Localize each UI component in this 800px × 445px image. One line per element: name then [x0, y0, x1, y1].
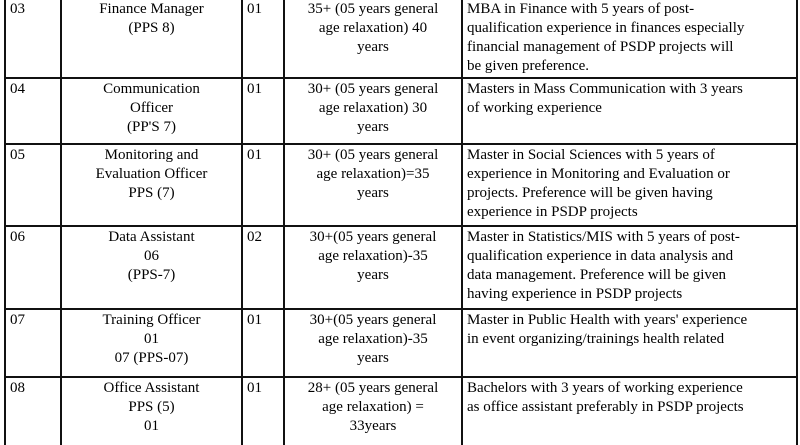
post-count: 01	[242, 377, 284, 445]
qualification: MBA in Finance with 5 years of post- qualification experience in finances especially financial management of PSDP projects will be given preference.	[462, 0, 797, 78]
table-row	[5, 78, 797, 144]
post-title: Data Assistant 06 (PPS-7)	[61, 226, 242, 309]
serial-number: 06	[5, 226, 61, 309]
post-title: Finance Manager (PPS 8)	[61, 0, 242, 78]
table-row	[5, 226, 797, 309]
post-title: Communication Officer (PP'S 7)	[61, 78, 242, 144]
post-count: 01	[242, 309, 284, 377]
vacancy-table	[4, 0, 798, 445]
serial-number: 03	[5, 0, 61, 78]
age-limit: 30+ (05 years general age relaxation)=35 years	[284, 144, 462, 226]
table-row	[5, 144, 797, 226]
post-title: Monitoring and Evaluation Officer PPS (7)	[61, 144, 242, 226]
age-limit: 35+ (05 years general age relaxation) 40 years	[284, 0, 462, 78]
serial-number: 04	[5, 78, 61, 144]
qualification: Bachelors with 3 years of working experience as office assistant preferably in PSDP projects	[462, 377, 797, 445]
post-count: 01	[242, 144, 284, 226]
post-count: 01	[242, 78, 284, 144]
qualification: Master in Statistics/MIS with 5 years of post- qualification experience in data analysis and data management. Preference will be given having experience in PSDP projects	[462, 226, 797, 309]
qualification: Masters in Mass Communication with 3 years of working experience	[462, 78, 797, 144]
table-row	[5, 377, 797, 445]
age-limit: 30+ (05 years general age relaxation) 30 years	[284, 78, 462, 144]
age-limit: 30+(05 years general age relaxation)-35 years	[284, 309, 462, 377]
post-title: Office Assistant PPS (5) 01	[61, 377, 242, 445]
table-row	[5, 309, 797, 377]
qualification: Master in Public Health with years' experience in event organizing/trainings health related	[462, 309, 797, 377]
post-count: 01	[242, 0, 284, 78]
post-title: Training Officer 01 07 (PPS-07)	[61, 309, 242, 377]
serial-number: 07	[5, 309, 61, 377]
qualification: Master in Social Sciences with 5 years of experience in Monitoring and Evaluation or projects. Preference will be given having experience in PSDP projects	[462, 144, 797, 226]
table-row	[5, 0, 797, 78]
serial-number: 08	[5, 377, 61, 445]
serial-number: 05	[5, 144, 61, 226]
age-limit: 28+ (05 years general age relaxation) = 33years	[284, 377, 462, 445]
post-count: 02	[242, 226, 284, 309]
age-limit: 30+(05 years general age relaxation)-35 years	[284, 226, 462, 309]
